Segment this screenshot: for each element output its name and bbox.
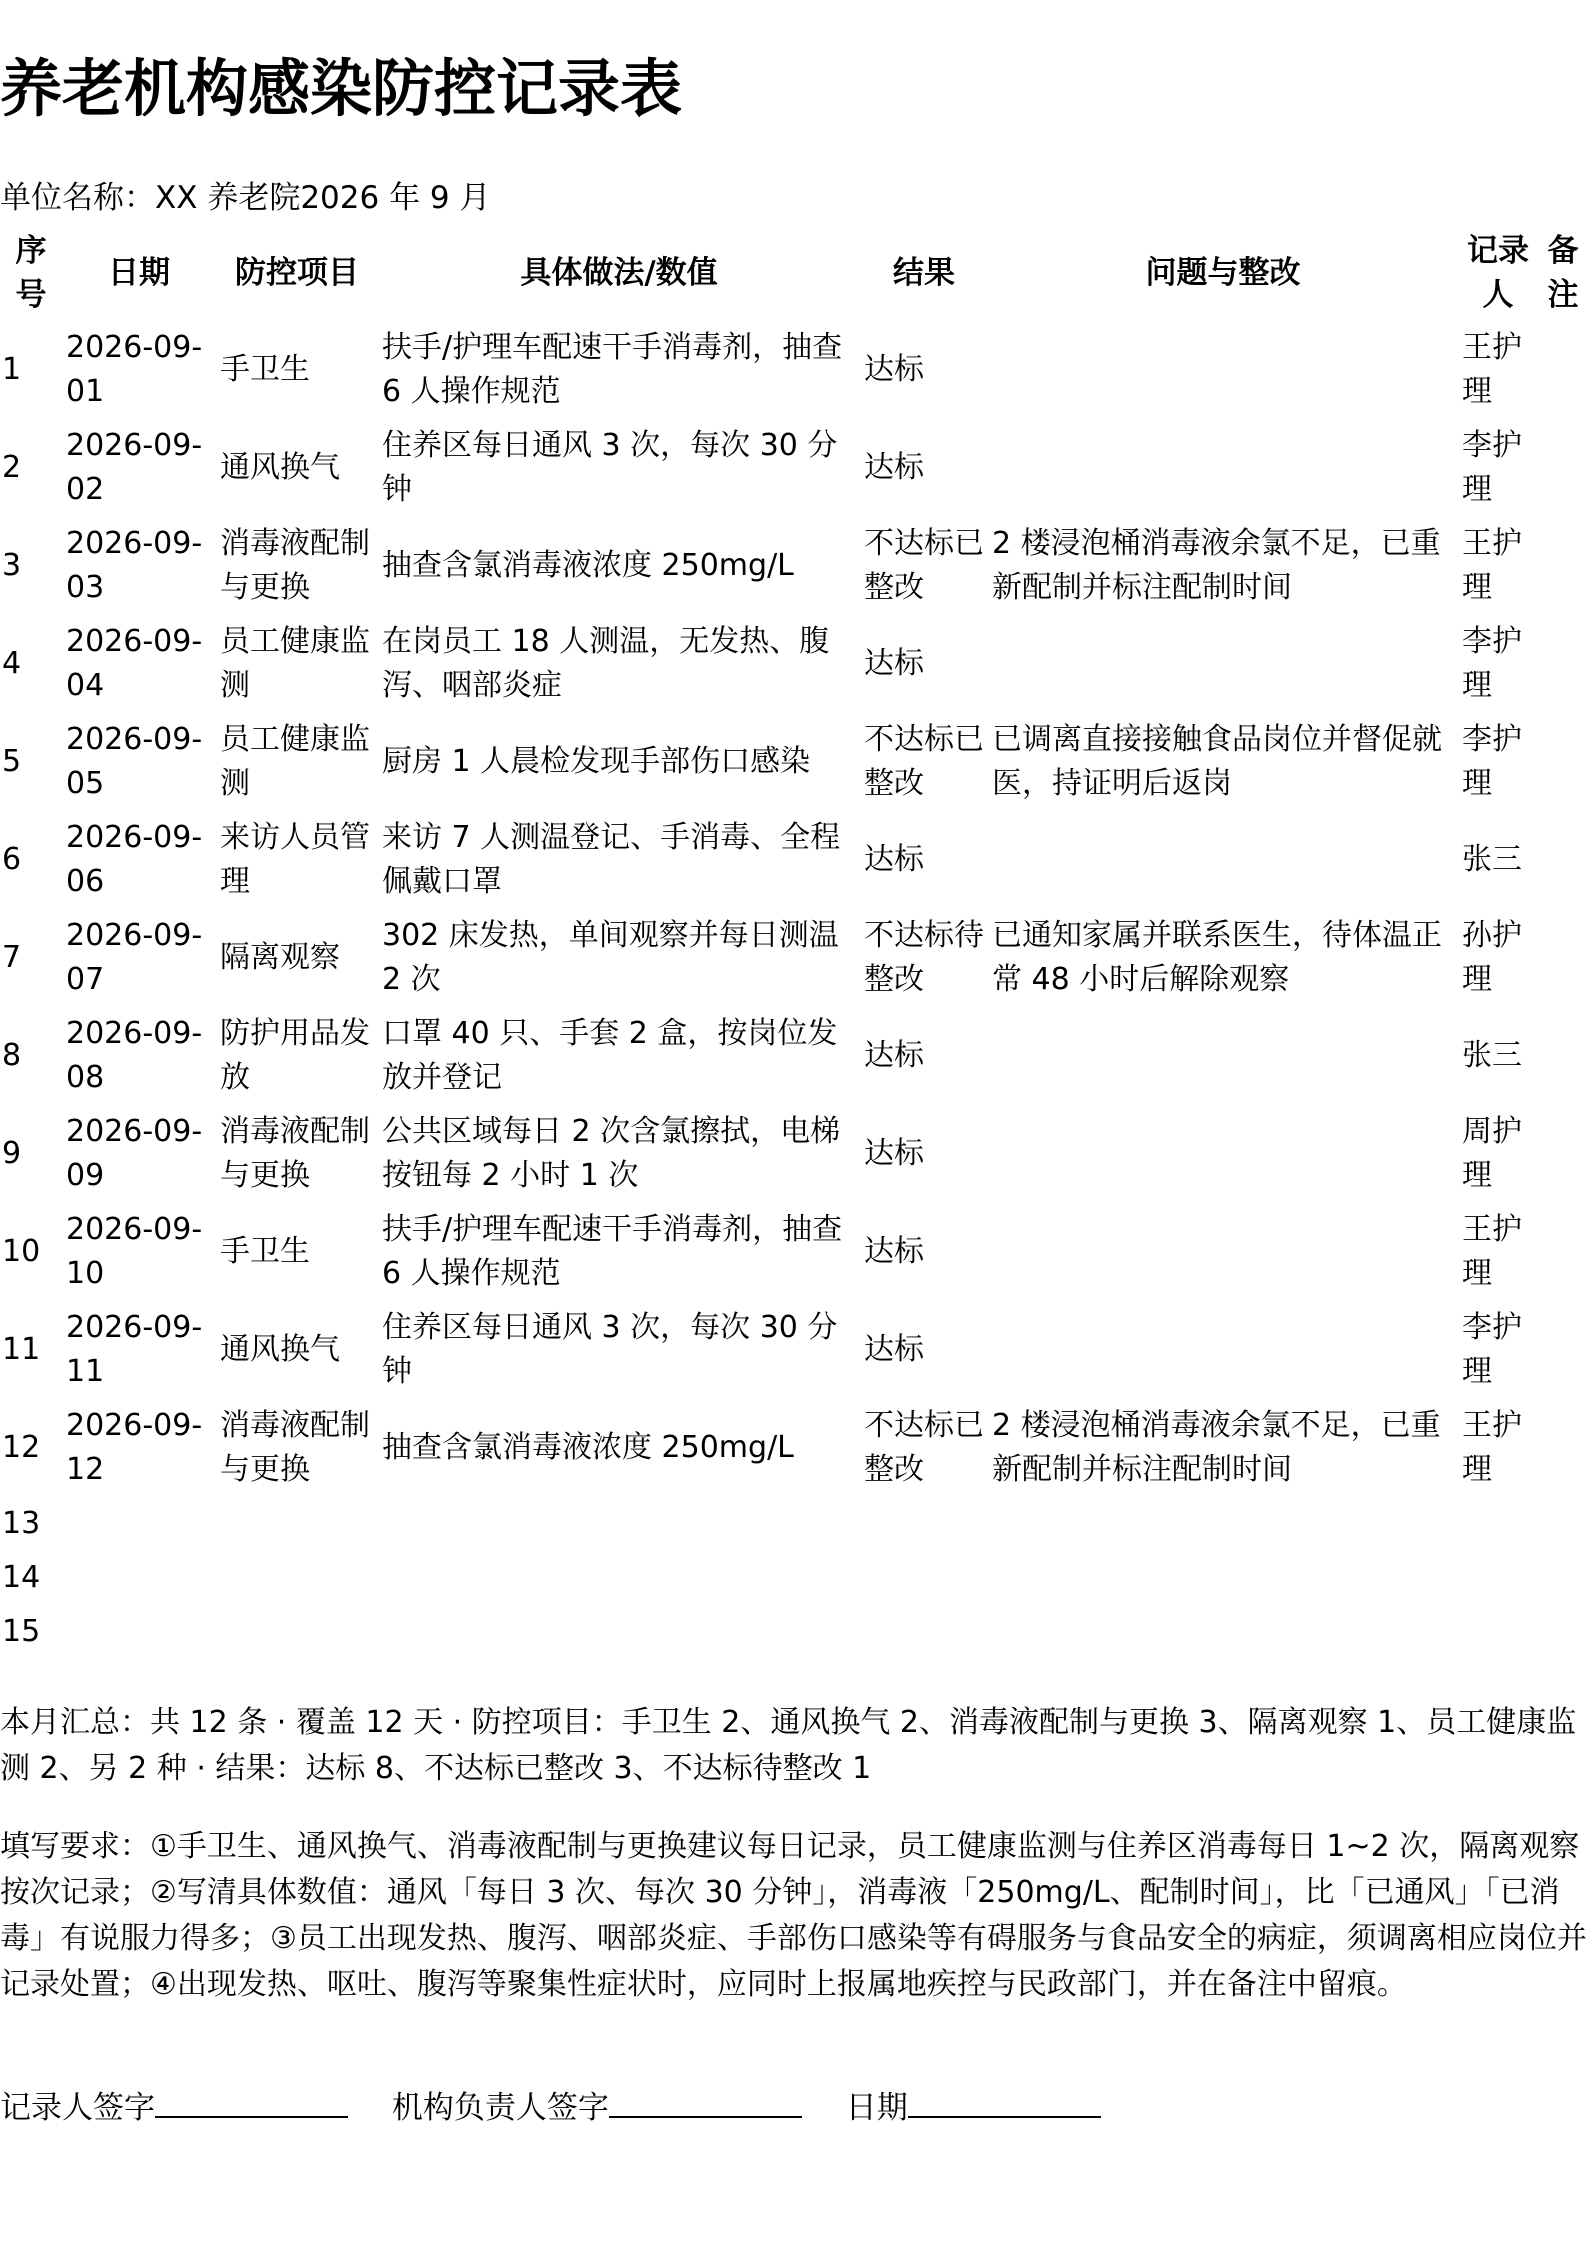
cell-issue: 2 楼浸泡桶消毒液余氯不足，已重新配制并标注配制时间	[992, 1408, 1441, 1487]
cell-note	[1538, 1203, 1588, 1301]
cell-item: 消毒液配制与更换	[220, 1114, 370, 1193]
director-signature	[392, 2084, 802, 2130]
cell-note	[1538, 419, 1588, 517]
cell-date: 2026-09-04	[66, 624, 203, 703]
record-table	[0, 225, 1588, 1659]
cell-no: 8	[2, 1038, 22, 1073]
cell-detail: 口罩 40 只、手套 2 盒，按岗位发放并登记	[382, 1016, 838, 1095]
cell-date: 2026-09-05	[66, 722, 203, 801]
cell-date: 2026-09-11	[66, 1310, 203, 1389]
table-row	[0, 1301, 1588, 1399]
cell-no: 7	[2, 940, 22, 975]
cell-note	[1538, 1301, 1588, 1399]
cell-item: 防护用品发放	[220, 1016, 370, 1095]
cell-issue	[988, 1301, 1458, 1399]
cell-recorder: 孙护理	[1462, 918, 1522, 997]
cell-item	[216, 1497, 378, 1551]
cell-no: 1	[2, 352, 22, 387]
cell-result: 达标	[864, 450, 924, 485]
cell-result: 达标	[864, 842, 924, 877]
cell-issue: 已调离直接接触食品岗位并督促就医，持证明后返岗	[992, 722, 1442, 801]
cell-no: 13	[2, 1506, 41, 1541]
table-row	[0, 713, 1588, 811]
cell-item: 手卫生	[220, 352, 310, 387]
cell-item: 消毒液配制与更换	[220, 526, 370, 605]
cell-result	[860, 1551, 988, 1605]
cell-date: 2026-09-10	[66, 1212, 203, 1291]
table-row	[0, 811, 1588, 909]
cell-no: 11	[2, 1332, 41, 1367]
cell-date: 2026-09-07	[66, 918, 203, 997]
cell-issue	[988, 419, 1458, 517]
cell-note	[1538, 1105, 1588, 1203]
cell-result	[860, 1497, 988, 1551]
cell-note	[1538, 1497, 1588, 1551]
table-row	[0, 1399, 1588, 1497]
cell-detail: 抽查含氯消毒液浓度 250mg/L	[382, 548, 794, 583]
cell-no: 6	[2, 842, 22, 877]
cell-recorder: 王护理	[1462, 1408, 1522, 1487]
cell-item: 通风换气	[220, 450, 340, 485]
cell-detail	[378, 1497, 860, 1551]
cell-issue	[988, 1497, 1458, 1551]
recorder-signature-label: 记录人签字	[0, 2090, 155, 2126]
cell-date: 2026-09-08	[66, 1016, 203, 1095]
cell-issue	[988, 811, 1458, 909]
date-signature	[846, 2084, 1101, 2130]
header-result: 结果	[893, 255, 955, 291]
header-recorder: 记录人	[1467, 233, 1529, 313]
cell-item: 消毒液配制与更换	[220, 1408, 370, 1487]
table-header-row	[0, 225, 1588, 321]
header-no: 序号	[15, 233, 47, 313]
cell-date: 2026-09-12	[66, 1408, 203, 1487]
cell-detail: 住养区每日通风 3 次，每次 30 分钟	[382, 428, 838, 507]
cell-no: 3	[2, 548, 22, 583]
cell-date: 2026-09-02	[66, 428, 203, 507]
cell-recorder: 张三	[1462, 842, 1522, 877]
cell-issue	[988, 1105, 1458, 1203]
table-row-empty	[0, 1497, 1588, 1551]
date-signature-blank	[908, 2084, 1101, 2118]
header-item: 防控项目	[235, 255, 359, 291]
cell-recorder	[1458, 1605, 1538, 1659]
header-detail: 具体做法/数值	[520, 255, 718, 291]
cell-note	[1538, 811, 1588, 909]
cell-recorder: 李护理	[1462, 1310, 1522, 1389]
cell-issue	[988, 1605, 1458, 1659]
cell-date	[62, 1551, 216, 1605]
cell-issue	[988, 1007, 1458, 1105]
cell-issue: 2 楼浸泡桶消毒液余氯不足，已重新配制并标注配制时间	[992, 526, 1441, 605]
cell-note	[1538, 615, 1588, 713]
cell-item: 通风换气	[220, 1332, 340, 1367]
table-row	[0, 909, 1588, 1007]
cell-detail: 扶手/护理车配速干手消毒剂，抽查 6 人操作规范	[382, 1212, 843, 1291]
cell-no: 2	[2, 450, 22, 485]
cell-item	[216, 1605, 378, 1659]
header-date: 日期	[108, 255, 170, 291]
cell-issue	[988, 615, 1458, 713]
table-row	[0, 615, 1588, 713]
cell-detail: 来访 7 人测温登记、手消毒、全程佩戴口罩	[382, 820, 841, 899]
cell-result: 不达标已整改	[864, 526, 984, 605]
cell-note	[1538, 1007, 1588, 1105]
cell-detail	[378, 1551, 860, 1605]
cell-item: 隔离观察	[220, 940, 340, 975]
cell-note	[1538, 909, 1588, 1007]
cell-date	[62, 1605, 216, 1659]
table-row	[0, 517, 1588, 615]
cell-detail: 住养区每日通风 3 次，每次 30 分钟	[382, 1310, 838, 1389]
cell-detail: 在岗员工 18 人测温，无发热、腹泻、咽部炎症	[382, 624, 830, 703]
cell-recorder: 李护理	[1462, 428, 1522, 507]
table-row-empty	[0, 1605, 1588, 1659]
cell-issue	[988, 1551, 1458, 1605]
cell-detail	[378, 1605, 860, 1659]
cell-recorder: 李护理	[1462, 624, 1522, 703]
cell-detail: 公共区域每日 2 次含氯擦拭，电梯按钮每 2 小时 1 次	[382, 1114, 841, 1193]
cell-result	[860, 1605, 988, 1659]
header-note: 备注	[1547, 233, 1579, 313]
filling-requirements: 填写要求：①手卫生、通风换气、消毒液配制与更换建议每日记录，员工健康监测与住养区消毒每日 1~2 次，隔离观察按次记录；②写清具体数值：通风「每日 3 次、每次 30 分钟」，消毒液「250mg/L、配制时间」，比「已通风」「已消毒」有说服力得多；③员工出现发热、腹泻、咽部炎症、手部伤口感染等有碍服务与食品安全的病症，须调离相应岗位并记录处置；④出现发热、呕吐、腹泻等聚集性症状时，应同时上报属地疾控与民政部门，并在备注中留痕。	[0, 1829, 1587, 2002]
cell-recorder: 王护理	[1462, 1212, 1522, 1291]
director-signature-blank	[609, 2084, 802, 2118]
cell-note	[1538, 1399, 1588, 1497]
cell-result: 达标	[864, 646, 924, 681]
recorder-signature	[0, 2084, 348, 2130]
cell-recorder: 王护理	[1462, 330, 1522, 409]
cell-item: 手卫生	[220, 1234, 310, 1269]
director-signature-label: 机构负责人签字	[391, 2090, 609, 2126]
cell-no: 12	[2, 1430, 41, 1465]
cell-recorder: 王护理	[1462, 526, 1522, 605]
cell-item: 员工健康监测	[220, 624, 370, 703]
table-row	[0, 1007, 1588, 1105]
table-row-empty	[0, 1551, 1588, 1605]
cell-item	[216, 1551, 378, 1605]
cell-note	[1538, 517, 1588, 615]
table-row	[0, 419, 1588, 517]
cell-note	[1538, 1605, 1588, 1659]
cell-result: 不达标待整改	[864, 918, 984, 997]
cell-item: 来访人员管理	[220, 820, 370, 899]
cell-note	[1538, 321, 1588, 419]
cell-no: 4	[2, 646, 22, 681]
cell-recorder	[1458, 1497, 1538, 1551]
cell-date: 2026-09-03	[66, 526, 203, 605]
cell-no: 15	[2, 1614, 41, 1649]
cell-detail: 抽查含氯消毒液浓度 250mg/L	[382, 1430, 794, 1465]
cell-date: 2026-09-01	[66, 330, 203, 409]
cell-issue	[988, 321, 1458, 419]
cell-date	[62, 1497, 216, 1551]
table-row	[0, 1105, 1588, 1203]
cell-detail: 扶手/护理车配速干手消毒剂，抽查 6 人操作规范	[382, 330, 843, 409]
cell-recorder: 李护理	[1462, 722, 1522, 801]
cell-item: 员工健康监测	[220, 722, 370, 801]
date-signature-label: 日期	[845, 2090, 908, 2126]
cell-issue	[988, 1203, 1458, 1301]
cell-recorder: 张三	[1462, 1038, 1522, 1073]
cell-note	[1538, 713, 1588, 811]
cell-result: 达标	[864, 352, 924, 387]
cell-result: 达标	[864, 1332, 924, 1367]
signature-line	[0, 2084, 1135, 2130]
table-row	[0, 1203, 1588, 1301]
cell-no: 5	[2, 744, 22, 779]
cell-detail: 302 床发热，单间观察并每日测温 2 次	[382, 918, 839, 997]
header-issue: 问题与整改	[1145, 255, 1301, 291]
cell-detail: 厨房 1 人晨检发现手部伤口感染	[382, 744, 811, 779]
cell-result: 达标	[864, 1136, 924, 1171]
cell-date: 2026-09-06	[66, 820, 203, 899]
monthly-summary: 本月汇总：共 12 条 · 覆盖 12 天 · 防控项目：手卫生 2、通风换气 2、消毒液配制与更换 3、隔离观察 1、员工健康监测 2、另 2 种 · 结果：达标 8、不达标已整改 3、不达标待整改 1	[0, 1705, 1577, 1786]
cell-result: 达标	[864, 1234, 924, 1269]
cell-issue: 已通知家属并联系医生，待体温正常 48 小时后解除观察	[992, 918, 1442, 997]
cell-recorder: 周护理	[1462, 1114, 1522, 1193]
cell-result: 不达标已整改	[864, 1408, 984, 1487]
cell-result: 不达标已整改	[864, 722, 984, 801]
table-row	[0, 321, 1588, 419]
cell-no: 9	[2, 1136, 22, 1171]
cell-date: 2026-09-09	[66, 1114, 203, 1193]
recorder-signature-blank	[155, 2084, 348, 2118]
page-title: 养老机构感染防控记录表	[0, 52, 683, 125]
unit-line: 单位名称：XX 养老院2026 年 9 月	[0, 180, 491, 216]
cell-recorder	[1458, 1551, 1538, 1605]
cell-note	[1538, 1551, 1588, 1605]
cell-no: 14	[2, 1560, 41, 1595]
cell-no: 10	[2, 1234, 41, 1269]
cell-result: 达标	[864, 1038, 924, 1073]
